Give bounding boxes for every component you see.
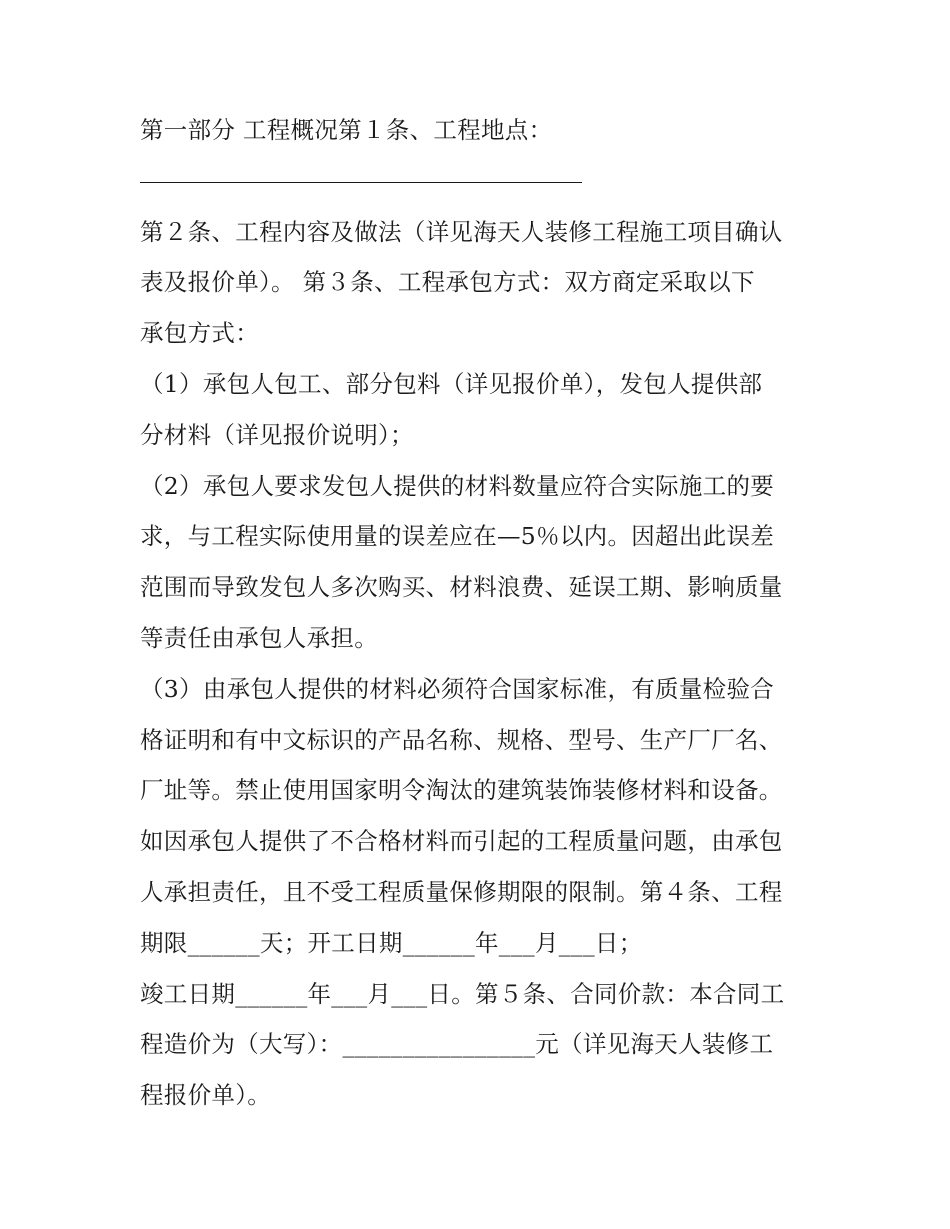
clause-2-line-2: 表及报价单）。 第３条、工程承包方式：双方商定采取以下 [140, 268, 755, 297]
item-2-line-3: 范围而导致发包人多次购买、材料浪费、延误工期、影响质量 [140, 573, 783, 602]
address-underline [140, 182, 582, 183]
address-blank-line [140, 156, 820, 207]
item-3-line-5: 人承担责任，且不受工程质量保修期限的限制。第４条、工程 [140, 877, 783, 906]
clause-5-line-2: 程报价单）。 [140, 1081, 272, 1110]
document-body [140, 105, 820, 1121]
item-3-line-4: 如因承包人提供了不合格材料而引起的工程质量问题，由承包 [140, 827, 783, 856]
item-2-line-4: 等责任由承包人承担。 [140, 623, 378, 652]
clause-4-line-2: 竣工日期______年___月___日。第５条、合同价款：本合同工 [140, 979, 785, 1008]
section-title-line: 第一部分 工程概况第１条、工程地点： [140, 116, 553, 144]
clause-5-line-1: 程造价为（大写）：________________元（详见海天人装修工 [140, 1030, 774, 1059]
item-1-line-1: （1）承包人包工、部分包料（详见报价单），发包人提供部 [140, 369, 763, 398]
item-2-line-2: 求，与工程实际使用量的误差应在—5％以内。因超出此误差 [140, 522, 775, 551]
item-3-line-1: （3）由承包人提供的材料必须符合国家标准，有质量检验合 [140, 674, 775, 703]
clause-4-line-1: 期限______天；开工日期______年___月___日； [140, 928, 643, 957]
item-3-line-2: 格证明和有中文标识的产品名称、规格、型号、生产厂厂名、 [140, 725, 783, 754]
clause-3-line-1: 承包方式： [140, 319, 259, 348]
item-1-line-2: 分材料（详见报价说明）； [140, 420, 414, 449]
item-2-line-1: （2）承包人要求发包人提供的材料数量应符合实际施工的要 [140, 471, 775, 500]
clause-2-line-1: 第２条、工程内容及做法（详见海天人装修工程施工项目确认 [140, 217, 783, 246]
item-3-line-3: 厂址等。禁止使用国家明令淘汰的建筑装饰装修材料和设备。 [140, 776, 783, 805]
